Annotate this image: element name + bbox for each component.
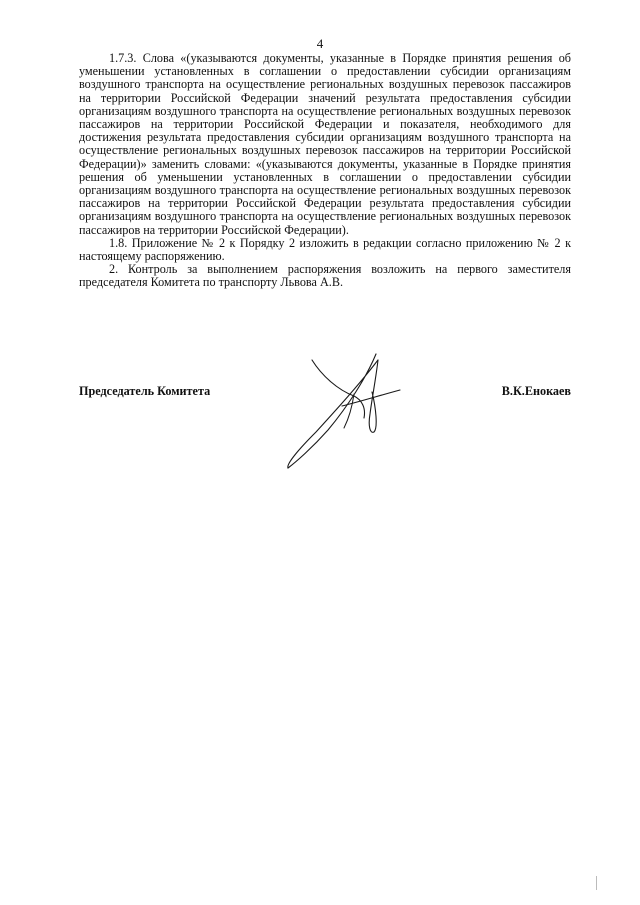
- document-body: [79, 52, 571, 290]
- signatory-name: В.К.Енокаев: [501, 384, 571, 398]
- handwritten-signature: [282, 348, 412, 472]
- paragraph-2: 2. Контроль за выполнением распоряжения возложить на первого заместителя председателя Комитета по транспорту Львова А.В.: [79, 262, 571, 290]
- paragraph-1-7-3: 1.7.3. Слова «(указываются документы, указанные в Порядке принятия решения об уменьшении установленных в соглашении о предоставлении субсидии организациям воздушного транспорта на осуществление региональных воздушных перевозок пассажиров на территории Российской Федерации значений результата предоставления субсидии организациям воздушного транспорта на осуществление региональных воздушных перевозок пассажиров на территории Российской Федерации и показателя, необходимого для достижения результата предоставления субсидии организациям воздушного транспорта на осуществление региональных воздушных перевозок пассажиров на территории Российской Федерации)» заменить словами: «(указываются документы, указанные в Порядке принятия решения об уменьшении установленных в соглашении о предоставлении субсидии организациям воздушного транспорта на осуществление региональных воздушных перевозок пассажиров на территории Российской Федерации результата предоставления субсидии организациям воздушного транспорта на осуществление региональных воздушных перевозок пассажиров на территории Российской Федерации).: [79, 51, 571, 237]
- page-number: 4: [316, 36, 324, 51]
- scan-artifact: [596, 876, 597, 890]
- signatory-title: Председатель Комитета: [79, 384, 211, 398]
- paragraph-1-8: 1.8. Приложение № 2 к Порядку 2 изложить в редакции согласно приложению № 2 к настоящему распоряжению.: [79, 235, 571, 264]
